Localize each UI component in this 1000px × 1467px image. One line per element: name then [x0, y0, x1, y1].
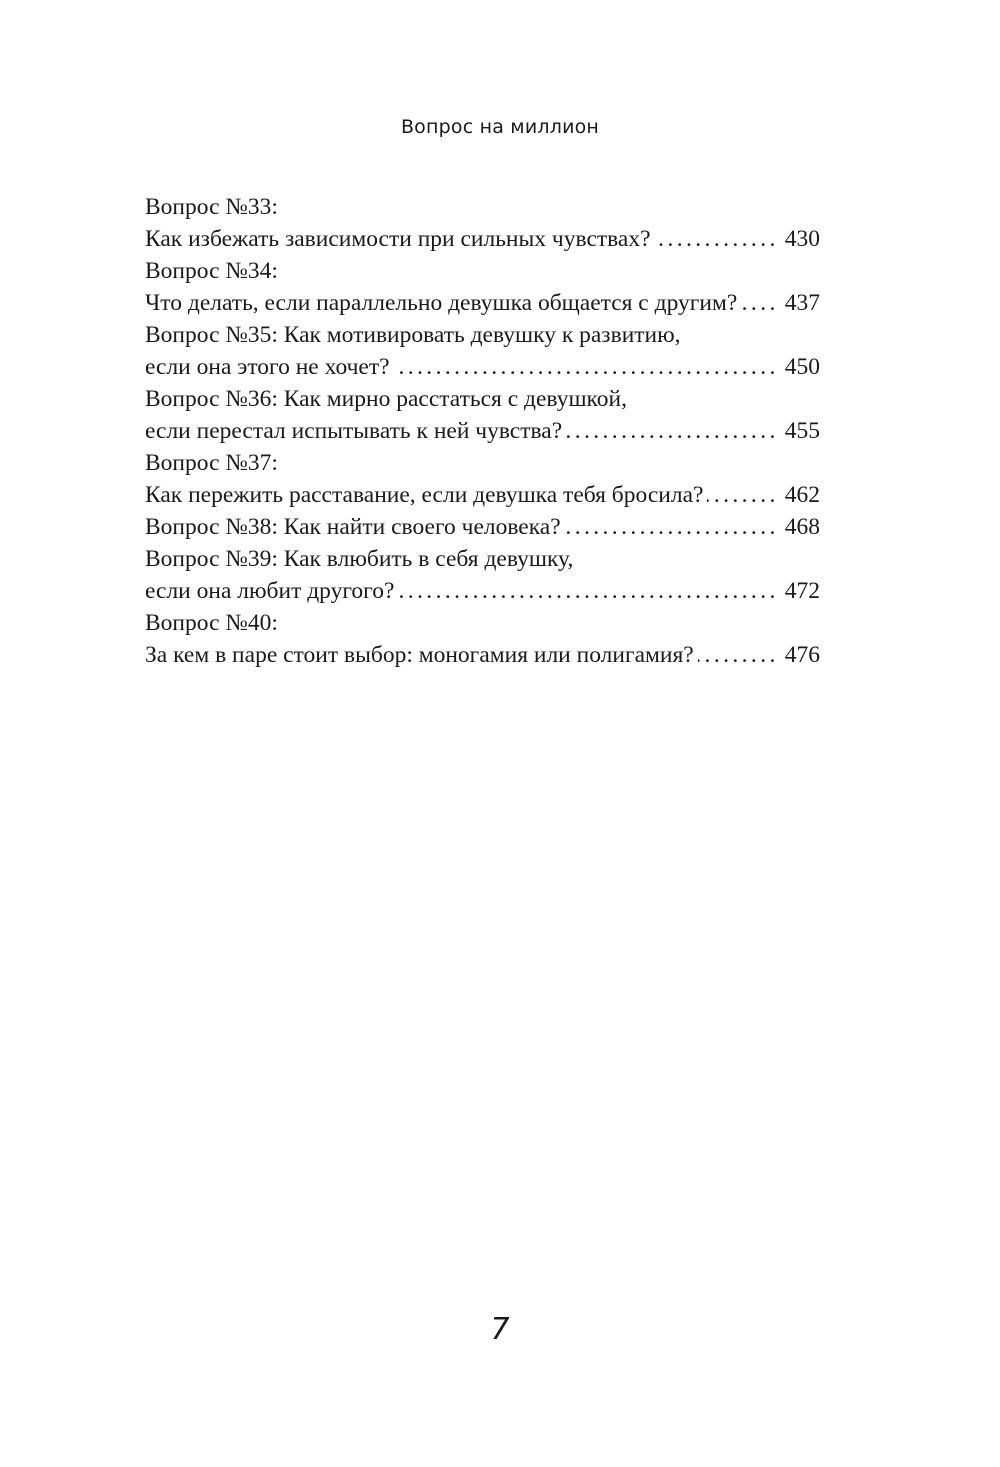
dot-leader	[741, 287, 778, 319]
toc-heading-text: Вопрос №37:	[145, 450, 278, 476]
toc-entry-33-title[interactable]	[145, 223, 820, 255]
toc-heading-text: Вопрос №39: Как влюбить в себя девушку,	[145, 546, 574, 572]
toc-entry-39-heading	[145, 543, 820, 575]
toc-entry-36-heading	[145, 383, 820, 415]
toc-entry-34-title[interactable]	[145, 287, 820, 319]
dot-leader	[698, 639, 779, 671]
running-header: Вопрос на миллион	[400, 116, 600, 138]
toc-title-text: если она этого не хочет?	[145, 354, 390, 380]
toc-entry-34-heading	[145, 255, 820, 287]
toc-title-text: если перестал испытывать к ней чувства?	[145, 418, 563, 444]
toc-heading-text: Вопрос №40:	[145, 610, 278, 636]
page-number: 7	[490, 1312, 510, 1347]
toc-page-number: 455	[784, 418, 820, 444]
toc-entry-38-title[interactable]	[145, 511, 820, 543]
toc-entry-37-heading	[145, 447, 820, 479]
table-of-contents	[145, 191, 820, 671]
dot-leader	[565, 511, 779, 543]
toc-heading-text: Вопрос №36: Как мирно расстаться с девушкой,	[145, 386, 627, 412]
toc-title-text: За кем в паре стоит выбор: моногамия или полигамия?	[145, 642, 694, 668]
toc-title-text: Как пережить расставание, если девушка тебя бросила?	[145, 482, 704, 508]
toc-page-number: 476	[784, 642, 820, 668]
toc-heading-text: Вопрос №34:	[145, 258, 278, 284]
toc-entry-40-heading	[145, 607, 820, 639]
dot-leader	[394, 351, 779, 383]
dot-leader	[707, 479, 778, 511]
toc-title-text: если она любит другого?	[145, 578, 395, 604]
toc-entry-36-title[interactable]	[145, 415, 820, 447]
toc-entry-40-title[interactable]	[145, 639, 820, 671]
toc-page-number: 472	[784, 578, 820, 604]
toc-title-text: Как избежать зависимости при сильных чувствах?	[145, 226, 651, 252]
toc-page-number: 437	[784, 290, 820, 316]
toc-entry-35-heading	[145, 319, 820, 351]
toc-entry-37-title[interactable]	[145, 479, 820, 511]
toc-entry-39-title[interactable]	[145, 575, 820, 607]
toc-page-number: 450	[784, 354, 820, 380]
toc-entry-35-title[interactable]	[145, 351, 820, 383]
toc-page-number: 430	[784, 226, 820, 252]
toc-title-text: Вопрос №38: Как найти своего человека?	[145, 514, 561, 540]
dot-leader	[566, 415, 779, 447]
dot-leader	[655, 223, 779, 255]
dot-leader	[398, 575, 778, 607]
toc-page-number: 462	[784, 482, 820, 508]
toc-heading-text: Вопрос №35: Как мотивировать девушку к развитию,	[145, 322, 681, 348]
toc-title-text: Что делать, если параллельно девушка общается с другим?	[145, 290, 738, 316]
toc-page-number: 468	[784, 514, 820, 540]
toc-entry-33-heading	[145, 191, 820, 223]
toc-heading-text: Вопрос №33:	[145, 194, 278, 220]
